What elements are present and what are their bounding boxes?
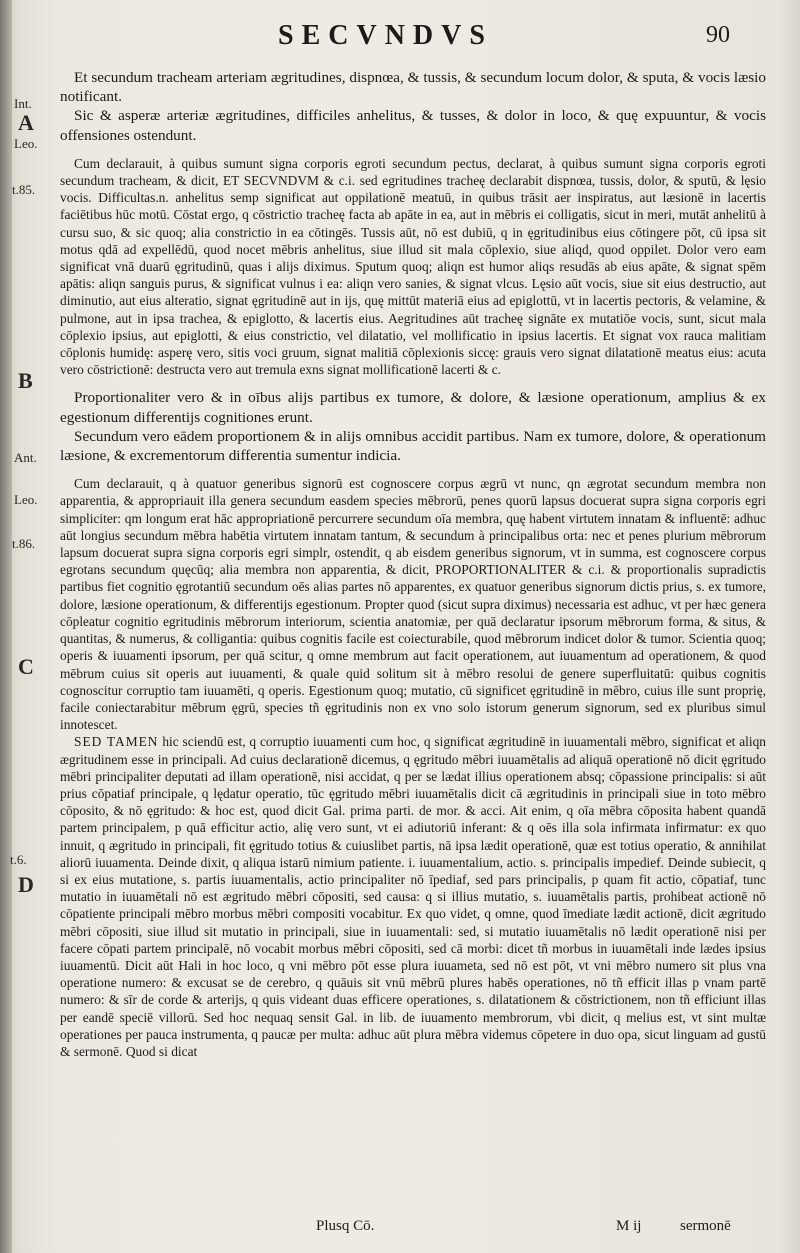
page-footer [0, 1218, 800, 1248]
margin-reference: t.86. [12, 536, 36, 551]
running-title: SECVNDVS [278, 20, 493, 51]
section-lead: SED TAMEN [74, 734, 159, 750]
margin-letter-b: B [18, 368, 33, 393]
margin-letter-a: A [18, 110, 34, 135]
margin-letter-d: D [18, 872, 34, 897]
catchword: sermonē [680, 1218, 731, 1234]
lemma-paragraph: Et secundum tracheam arteriam ægritudines, dispnœa, & tussis, & secundum locum dolor, & sputa, & vocis læsio notificant. [60, 69, 766, 106]
margin-note-leo: Leo. [14, 136, 38, 151]
commentary-text: hic sciendū est, q corruptio iuuamenti cum hoc, q significat ægritudinē in iuuamentali mēbro, significat et aliqn ægritudinem esse in principali. Ad cuius declarationē dicemus, q ęgritudo mēbri iuuamētalis ad aliquā operationē nō dicit ęgritudo mēbri principaliter deputati ad illam operationē, nisi accidat, q per se lædat illius operationem absq; cōpassione principalis: si aūt prius cōpatiaf principale, q lędatur operatio, tūc ęgritudo mēbri iuuamētalis dicit cā ægritudinis in principali siue in toto mēbro cōposito, & nō ęgritudo: & hoc est, quod dicit Gal. prima parti. de mor. & acci. Ait enim, q oīa mēbra cōposita habent quandā partem principalem, p quā efficitur actio, alię vero sunt, vt ei adiutoriū inferant: & q oēs illa sola infirmata infirmatur: ex quo innuit, q ægritudo in principali, fit ęgritudo totius & cuiuslibet partis, nā ipsa lædit operationē, quæ est totius operatio, & annihilat aliorū iuuamenta. Deinde dixit, q aliqua istarū nimium patiente. i. iuuamentalium, actio. s. principalis impedief. Deinde subiecit, q si ex eius mutatione, s. partis iuuamentalis, actio principaliter nō īpediaf, sed pars principalis, p quam fit actio, cōpatiaf, tunc mutatio in iuuamētali nō est ægritudo mēbri cōpositi, sed causa: q si illius mutatio, s. iuuamētalis partis, prohibeat actionē nō cōpatiente principali mēbro morbus mēbri compositi vocabitur. Ex quo videt, q omne, quod īmediate lædit actionē, dicit ægritudo mēbri cōpositi, siue illud sit mutatio in principali, siue in iuuamentali: sed, si mutatio iuuamētalis nō lædit operationē nisi per facere cōpati partem principalē, nō vocabit morbus mēbri cōpositi, sed cā morbi: dicet tñ morbus in iuuamētali inde lædes ipsius iuuamentū. Dicit aūt Hali in hoc loco, q vni mēbro pōt esse plura iuuameta, sed nō est pōt, vt vni mēbro numero sit plus vna operatione numero: & excusat se de cerebro, q quāuis sit vnū mēbrū plures habēs operationes, nō tñ efficit illas p vnam partē numero: & sīr de corde & arterijs, q quis videant duas efficere operationes, s. dilatationem & cōstrictionem, non tñ efficiunt illas per eandē speciē villorū. Sed hoc nequaq sensit Gal. in lib. de iuuamento membrorum, vbi dicit, q melius est, vt sint multæ operationes per pauca instrumenta, q paucæ per multa: adhuc aūt plura mēbra videmus cōpetere in duo opa, sicut linguam ad gustū & sermonē. Quod si dicat [60, 734, 767, 1059]
margin-note-ant: Ant. [14, 450, 37, 465]
commentary-paragraph: Cum declarauit, à quibus sumunt signa corporis egroti secundum pectus, declarat, à quibus sumunt signa corporis egroti secundum tracheam, & dicit, ET SECVNDVM & c.i. sed egritudines tracheę declarabit dispnœa, tussis, dolor, & sputū, & lęsio vocis. Difficultas.n. anhelitus semp significat aut oppilationē meatuū, in quibus trāsit aer inspiratus, aut læsionē in lacertis faciētibus hūc motū. Cōstat ergo, q cōstrictio tracheę facta ab apāte in ea, aut in mēbris ei colligatis, sicut in meri, mutāt anhelitū à cursu suo, & sic quoq; alia constrictio in ea cōtingēs. Tussis aūt, nō est dubiū, q in ęgritudinibus eius cōtingere pōt, cū ipsa sit motus qdā ad expellēdū, quod nocet mēbris anhelitus, siue illud sit mala cōplexio, siue aliqd, quod oppilet. Dolor vero eam significat vnā duarū ęgritudinū, quas i alijs diximus. Sputum quoq; aliqn est humor aliqs resudās ab eius apāte, & signat spēm apātis: aliqn sanguis purus, & significat vulnus i ea: aliqn vero sanies, & signat vlcus. Lęsio aūt vocis, siue sit eius destructio, aut diminutio, aut eius alteratio, signat ęgritudinē aut in ijs, quę mittūt materiā eius ad epiglottū, vt in lacertis pectoris, & velamine, & pulmone, aut in ipsa trachea, & epiglotto, & lacertis eius. Aegritudines aūt tracheę signāte ex mutatiōe vocis, sunt, sicut mala cōplexio ipsius, aut epiglotti, & eius constrictio, vel dilatatio, vel mollificatio in ipsius lacertis. Et signat vox rauca malitiam cōplonis humidę: asperę vero, sitis voci gruum, signat malitiā cōplexionis siccę: grauis vero signat dilatationē meatus eius: acuta vero cōstrictionē: destructa vero aut tremula exns signat mollificationē lacerti & c. [60, 155, 766, 378]
lemma-paragraph: Proportionaliter vero & in oībus alijs partibus ex tumore, & dolore, & læsione operationum, amplius & ex egestionum differentijs cognitiones erunt. [60, 389, 766, 426]
margin-reference: t.85. [12, 182, 36, 197]
margin-reference: t.6. [10, 852, 27, 867]
signature-mark: M ij [616, 1218, 642, 1234]
folio-number: 90 [706, 22, 730, 48]
main-text [60, 68, 766, 1060]
margin-notes [0, 0, 60, 1253]
running-head [0, 20, 800, 56]
commentary-paragraph [60, 733, 766, 1060]
margin-letter-c: C [18, 654, 34, 679]
lemma-paragraph: Sic & asperæ arteriæ ægritudines, difficiles anhelitus, & tusses, & dolor in loco, & quę expuuntur, & vocis offensiones ostendunt. [60, 107, 766, 144]
lemma-paragraph: Secundum vero eādem proportionem & in alijs omnibus accidit partibus. Nam ex tumore, dolore, & operationum læsione, & excrementorum differentia sumentur indicia. [60, 427, 766, 465]
margin-note-int: Int. [14, 96, 32, 111]
footer-note: Plusq Cō. [316, 1218, 375, 1234]
margin-note-leo: Leo. [14, 492, 38, 507]
commentary-paragraph: Cum declarauit, q à quatuor generibus signorū est cognoscere corpus ægrū vt nunc, qn ægrotat secundum membra non apparentia, & appropriauit illa genera secundum easdem species mēbrorū, penes quorū lapsus docuerat supra signa corporis egri simpliciter: qm longum erat hāc appropriationē percurrere secundum oīa membra, quę habent virtutem innatam & influentē: adhuc aūt longius secundum mēbra habētia virtutem innatam tantum, & secundum à principalibus orta: nec et penes plurium mēbrorum lapsum docuerat supra signa corporis egri simplr, ostendit, q ab eisdem generibus signorum, vt in summa, est cognoscere corpus egrotans secundum quęcūq; alia membra non apparentia, & dicit, PROPORTIONALITER & c.i. & proportionalis supradictis partibus fiet cognitio ęgrotantiū secundum oēs alias partes nō apparentes, ex quatuor generibus signorum dictis prius, s. ex tumore, dolore, læsione operationum, & differentijs egestionum. Propter quod (sicut supra diximus) necessaria est adhuc, vt per hæc genera cōpleatur cognitio egritudinis mēbrorum interiorum, scientia anatomiæ, per quā declaratur ipsorum mēbrorum forma, & situs, & quantitas, & numerus, & colligantia: quibus cognitis facile est coiecturabile, quod mēbrorum indicet dolor & tumor. Scientia quoq; operis & iuuamenti ipsorum, per quā scitur, q omne membrum aut facit operationem, aut iuuamentum ad operationem, & quod mēbrum cuius sit operis aut iuuamenti, & quale quid solitum sit à mēbro resolui de genere superfluitatū: quibus cognitis cognoscitur corruptio tam iuuamēti, q operis. Egestionum quoq; mutatio, cū significet ęgritudinē in mēbro, cuius ille sunt proprię, facile coniectarabitur mēbrum ęgrū, species tñ ęgritudinis non ex vno solo istorum generum signorum, sed ex pluribus simul innotescet. [60, 476, 766, 733]
